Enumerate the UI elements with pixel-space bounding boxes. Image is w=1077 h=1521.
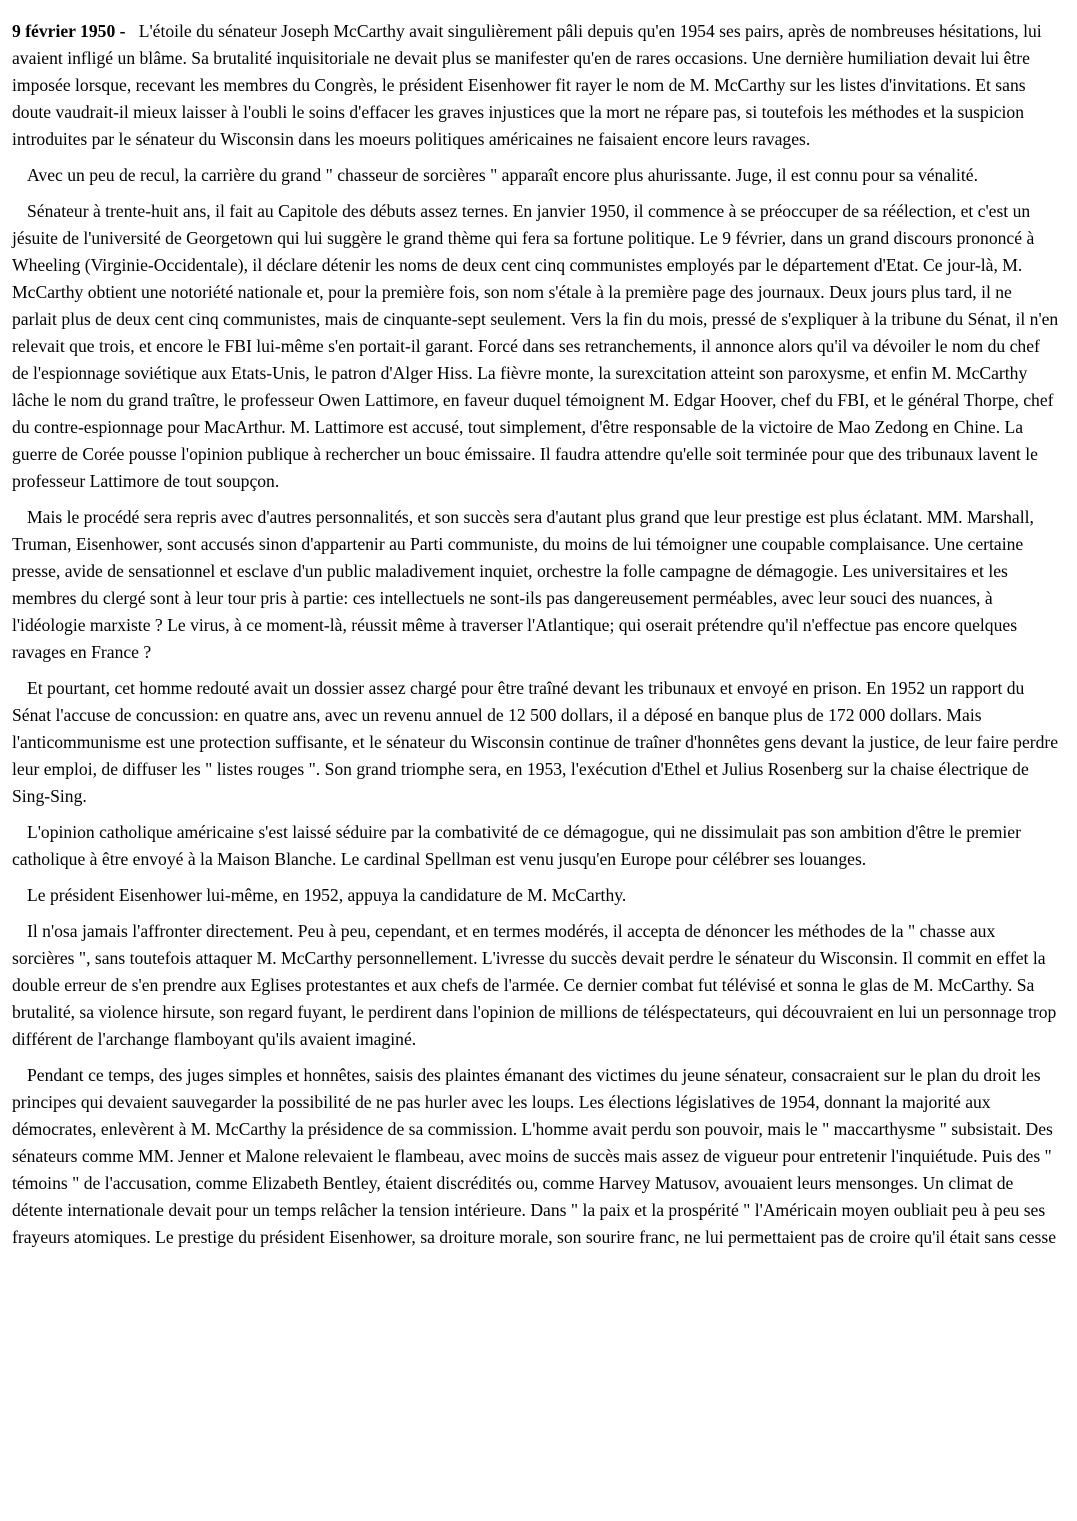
article-dateline: 9 février 1950 - (12, 21, 126, 41)
article-paragraph-7: Le président Eisenhower lui-même, en 1952, appuya la candidature de M. McCarthy. (27, 885, 627, 905)
article-paragraph-2: Avec un peu de recul, la carrière du grand " chasseur de sorcières " apparaît encore plus ahurissante. Juge, il est connu pour sa vénalité. (27, 165, 979, 185)
article-paragraph-9: Pendant ce temps, des juges simples et honnêtes, saisis des plaintes émanant des victimes du jeune sénateur, consacraient sur le plan du droit les principes qui devaient sauvegarder la possibilité de ne pas hurler avec les loups. Les élections législatives de 1954, donnant la majorité aux démocrates, enlevèrent à M. McCarthy la présidence de sa commission. L'homme avait perdu son pouvoir, mais le " maccarthysme " subsistait. Des sénateurs comme MM. Jenner et Malone relevaient le flambeau, avec moins de succès mais assez de vigueur pour entretenir l'inquiétude. Puis des " témoins " de l'accusation, comme Elizabeth Bentley, étaient discrédités ou, comme Harvey Matusov, avouaient leurs mensonges. Un climat de détente internationale devait pour un temps relâcher la tension intérieure. Dans " la paix et la prospérité " l'Américain moyen oubliait peu à peu ses frayeurs atomiques. Le prestige du président Eisenhower, sa droiture morale, son sourire franc, ne lui permettaient pas de croire qu'il était sans cesse (12, 1065, 1057, 1247)
article-paragraph-8: Il n'osa jamais l'affronter directement. Peu à peu, cependant, et en termes modérés, il accepta de dénoncer les méthodes de la " chasse aux sorcières ", sans toutefois attaquer M. McCarthy personnellement. L'ivresse du succès devait perdre le sénateur du Wisconsin. Il commit en effet la double erreur de s'en prendre aux Eglises protestantes et aux chefs de l'armée. Ce dernier combat fut télévisé et sonna le glas de M. McCarthy. Sa brutalité, sa violence hirsute, son regard fuyant, le perdirent dans l'opinion de millions de téléspectateurs, qui découvraient en lui un personnage trop différent de l'archange flamboyant qu'ils avaient imaginé. (12, 921, 1057, 1049)
article-paragraph-6: L'opinion catholique américaine s'est laissé séduire par la combativité de ce démagogue, qui ne dissimulait pas son ambition d'être le premier catholique à être envoyé à la Maison Blanche. Le cardinal Spellman est venu jusqu'en Europe pour célébrer ses louanges. (12, 822, 1021, 869)
article-paragraph-5: Et pourtant, cet homme redouté avait un dossier assez chargé pour être traîné devant les tribunaux et envoyé en prison. En 1952 un rapport du Sénat l'accuse de concussion: en quatre ans, avec un revenu annuel de 12 500 dollars, il a déposé en banque plus de 172 000 dollars. Mais l'anticommunisme est une protection suffisante, et le sénateur du Wisconsin continue de traîner d'honnêtes gens devant la justice, de leur faire perdre leur emploi, de diffuser les " listes rouges ". Son grand triomphe sera, en 1953, l'exécution d'Ethel et Julius Rosenberg sur la chaise électrique de Sing-Sing. (12, 678, 1059, 806)
paragraph-text: L'étoile du sénateur Joseph McCarthy avait singulièrement pâli depuis qu'en 1954 ses pairs, après de nombreuses hésitations, lui avaient infligé un blâme. Sa brutalité inquisitoriale ne devait plus se manifester qu'en de rares occasions. Une dernière humiliation devait lui être imposée lorsque, recevant les membres du Congrès, le président Eisenhower fit rayer le nom de M. McCarthy sur les listes d'invitations. Et sans doute vaudrait-il mieux laisser à l'oubli le soins d'effacer les graves injustices que la mort ne répare pas, si toutefois les méthodes et la suspicion introduites par le sénateur du Wisconsin dans les moeurs politiques américaines ne faisaient encore leurs ravages. (12, 21, 1042, 149)
article-paragraph-1 (12, 18, 1060, 153)
article-paragraph-3: Sénateur à trente-huit ans, il fait au Capitole des débuts assez ternes. En janvier 1950, il commence à se préoccuper de sa réélection, et c'est un jésuite de l'université de Georgetown qui lui suggère le grand thème qui fera sa fortune politique. Le 9 février, dans un grand discours prononcé à Wheeling (Virginie-Occidentale), il déclare détenir les noms de deux cent cinq communistes employés par le département d'Etat. Ce jour-là, M. McCarthy obtient une notoriété nationale et, pour la première fois, son nom s'étale à la première page des journaux. Deux jours plus tard, il ne parlait plus de deux cent cinq communistes, mais de cinquante-sept seulement. Vers la fin du mois, pressé de s'expliquer à la tribune du Sénat, il n'en relevait que trois, et encore le FBI lui-même s'en portait-il garant. Forcé dans ses retranchements, il annonce alors qu'il va dévoiler le nom du chef de l'espionnage soviétique aux Etats-Unis, le patron d'Alger Hiss. La fièvre monte, la surexcitation atteint son paroxysme, et enfin M. McCarthy lâche le nom du grand traître, le professeur Owen Lattimore, en faveur duquel témoignent M. Edgar Hoover, chef du FBI, et le général Thorpe, chef du contre-espionnage pour MacArthur. M. Lattimore est accusé, tout simplement, d'être responsable de la victoire de Mao Zedong en Chine. La guerre de Corée pousse l'opinion publique à rechercher un bouc émissaire. Il faudra attendre qu'elle soit terminée pour que des tribunaux lavent le professeur Lattimore de tout soupçon. (12, 201, 1059, 491)
article-body (12, 18, 1060, 1260)
article-paragraph-4: Mais le procédé sera repris avec d'autres personnalités, et son succès sera d'autant plus grand que leur prestige est plus éclatant. MM. Marshall, Truman, Eisenhower, sont accusés sinon d'appartenir au Parti communiste, du moins de lui témoigner une coupable complaisance. Une certaine presse, avide de sensationnel et esclave d'un public maladivement inquiet, orchestre la folle campagne de démagogie. Les universitaires et les membres du clergé sont à leur tour pris à partie: ces intellectuels ne sont-ils pas dangereusement perméables, avec leur souci des nuances, à l'idéologie marxiste ? Le virus, à ce moment-là, réussit même à traverser l'Atlantique; qui oserait prétendre qu'il n'effectue pas encore quelques ravages en France ? (12, 507, 1034, 662)
